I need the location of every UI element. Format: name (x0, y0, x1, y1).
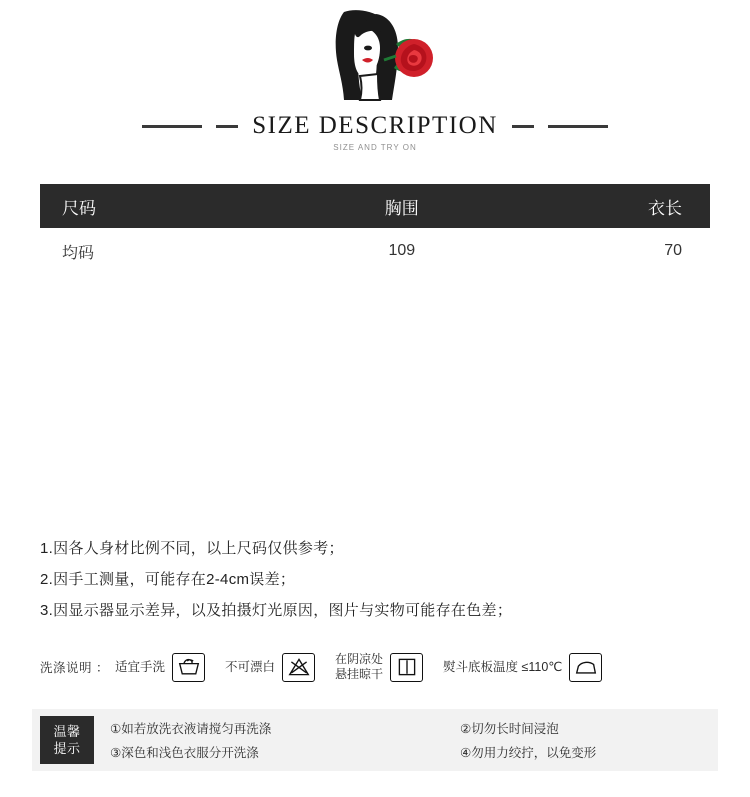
wash-care-item-text-line2: 悬挂晾干 (335, 667, 384, 681)
note-line: 3.因显示器显示差异，以及拍摄灯光原因，图片与实物可能存在色差； (40, 602, 513, 619)
table-header-row (40, 184, 710, 228)
title-rule-right-short (512, 125, 534, 128)
wash-care-item-text: 不可漂白 (225, 659, 276, 674)
header-logo-container (0, 0, 750, 104)
table-row (40, 228, 710, 274)
title-rule-right (548, 125, 608, 128)
page-subtitle: SIZE AND TRY ON (333, 143, 417, 152)
line-dry-shade-icon (390, 653, 423, 682)
tips-item: ①如若放洗衣液请搅匀再洗涤 (110, 722, 272, 736)
wash-care-item-hand-wash (115, 653, 205, 682)
tips-item: ②切勿长时间浸泡 (460, 722, 559, 736)
bottom-spacer (0, 783, 750, 797)
wash-care-row (40, 652, 712, 682)
wash-care-item-iron (443, 653, 602, 682)
page-title-block (0, 112, 750, 152)
title-rule-left (142, 125, 202, 128)
size-table (40, 184, 710, 274)
column-header-bust: 胸围 (384, 198, 419, 218)
tips-item: ③深色和浅色衣服分开洗涤 (110, 746, 259, 760)
tips-item: ④勿用力绞拧，以免变形 (460, 746, 597, 760)
page-title: SIZE DESCRIPTION (252, 112, 498, 139)
column-header-size: 尺码 (62, 198, 96, 218)
notes-list (40, 533, 710, 626)
tips-badge (40, 716, 94, 764)
wash-care-item-no-bleach (225, 653, 315, 682)
cell-length: 70 (664, 242, 682, 259)
wash-care-item-text (335, 652, 383, 682)
no-bleach-icon (282, 653, 315, 682)
note-line: 1.因各人身材比例不同，以上尺码仅供参考； (40, 540, 344, 557)
wash-care-label: 洗涤说明 ： (40, 661, 109, 675)
tips-panel (32, 709, 718, 771)
wash-care-item-text: 熨斗底板温度 ≤110℃ (443, 659, 563, 674)
wash-care-item-text: 适宜手洗 (114, 659, 165, 674)
hand-wash-icon (172, 653, 205, 682)
wash-care-item-line-dry-shade (335, 652, 423, 682)
cell-bust: 109 (388, 242, 416, 259)
tips-badge-line2: 提示 (53, 741, 81, 756)
wash-care-item-text-line1: 在阴凉处 (335, 652, 384, 666)
tips-list (110, 719, 596, 761)
title-rule-left-short (216, 125, 238, 128)
woman-with-rose-illustration (310, 8, 440, 104)
column-header-length: 衣长 (647, 198, 682, 218)
cell-size: 均码 (62, 244, 95, 262)
iron-icon (569, 653, 602, 682)
tips-badge-line1: 温馨 (53, 724, 81, 739)
note-line: 2.因手工测量，可能存在2-4cm误差； (40, 571, 296, 588)
